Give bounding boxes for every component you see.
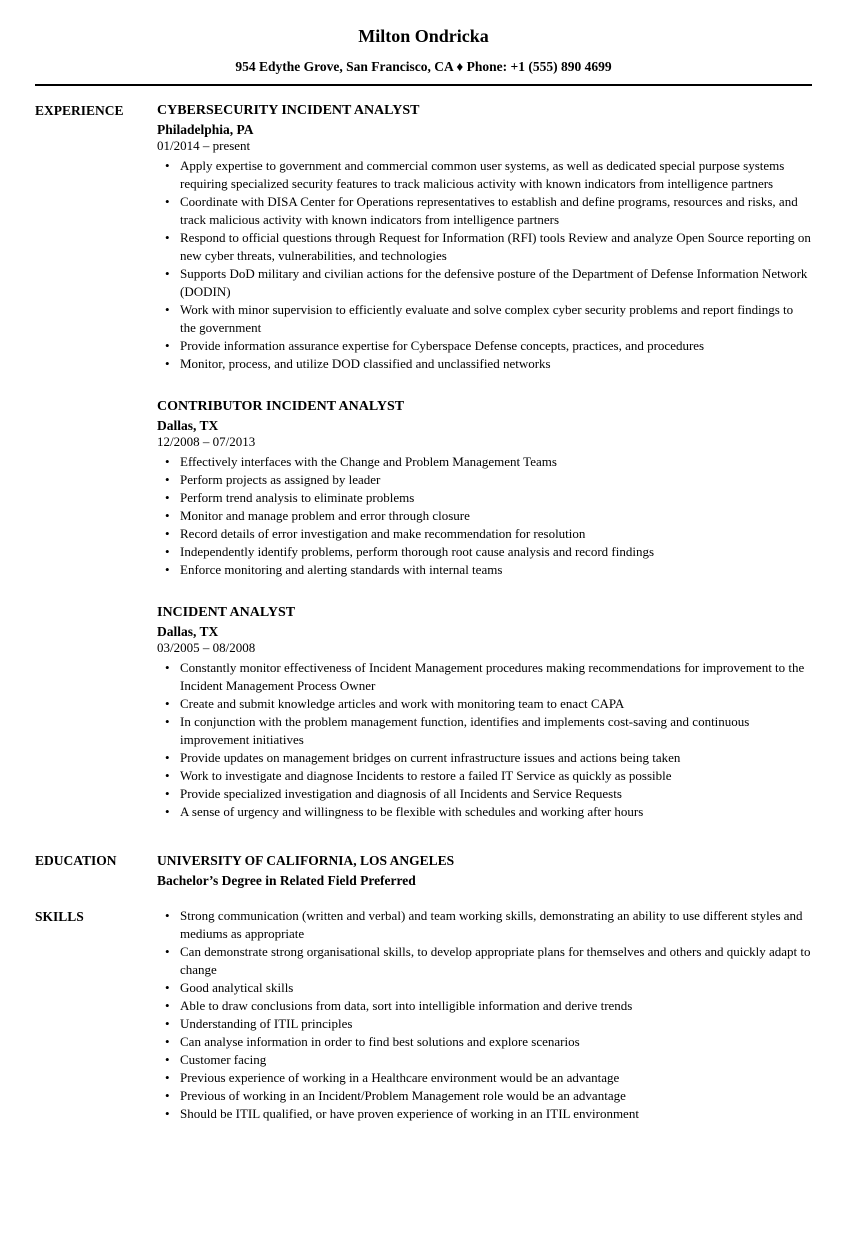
- bullet-item: • Supports DoD military and civilian actions for the defensive posture of the Department of Defense Information Network (DODIN): [157, 265, 812, 301]
- bullet-item: • Monitor, process, and utilize DOD classified and unclassified networks: [157, 355, 812, 373]
- job-location: Philadelphia, PA: [157, 122, 254, 137]
- section-skills: [35, 907, 812, 1123]
- bullet-item: • Effectively interfaces with the Change and Problem Management Teams: [157, 453, 812, 471]
- resume-header: [35, 25, 812, 86]
- job-dates: 12/2008 – 07/2013: [157, 434, 256, 449]
- experience-content: [157, 101, 812, 821]
- section-experience: [35, 101, 812, 821]
- skills-bullets: [157, 907, 812, 1123]
- bullet-item: • Monitor and manage problem and error through closure: [157, 507, 812, 525]
- bullet-item: • Understanding of ITIL principles: [157, 1015, 812, 1033]
- bullet-item: • Enforce monitoring and alerting standards with internal teams: [157, 561, 812, 579]
- bullet-item: • Independently identify problems, perform thorough root cause analysis and record findings: [157, 543, 812, 561]
- job-cybersecurity-incident-analyst: [157, 101, 812, 373]
- header-divider: [35, 84, 812, 86]
- contact-line: 954 Edythe Grove, San Francisco, CA ♦ Phone: +1 (555) 890 4699: [235, 59, 612, 74]
- job-location: Dallas, TX: [157, 418, 219, 433]
- bullet-item: • Should be ITIL qualified, or have proven experience of working in an ITIL environment: [157, 1105, 812, 1123]
- section-label-education: EDUCATION: [35, 853, 117, 868]
- bullet-item: • Previous of working in an Incident/Problem Management role would be an advantage: [157, 1087, 812, 1105]
- job-location: Dallas, TX: [157, 624, 219, 639]
- bullet-item: • Able to draw conclusions from data, sort into intelligible information and derive trends: [157, 997, 812, 1015]
- candidate-name: Milton Ondricka: [358, 26, 489, 46]
- section-label-skills: SKILLS: [35, 909, 84, 924]
- job-bullets: [157, 659, 812, 821]
- bullet-item: • Perform trend analysis to eliminate problems: [157, 489, 812, 507]
- bullet-item: • Record details of error investigation and make recommendation for resolution: [157, 525, 812, 543]
- job-incident-analyst: [157, 603, 812, 821]
- bullet-item: • In conjunction with the problem management function, identifies and implements cost-saving and continuous improvement initiatives: [157, 713, 812, 749]
- section-education: [35, 851, 812, 891]
- bullet-item: • Provide updates on management bridges on current infrastructure issues and actions being taken: [157, 749, 812, 767]
- skills-content: [157, 907, 812, 1123]
- bullet-item: • Apply expertise to government and commercial common user systems, as well as dedicated special purpose systems requiring specialized security features to track malicious activity with known indicators from intelligence partners: [157, 157, 812, 193]
- bullet-item: • Create and submit knowledge articles and work with monitoring team to enact CAPA: [157, 695, 812, 713]
- job-contributor-incident-analyst: [157, 397, 812, 579]
- bullet-item: • Previous experience of working in a Healthcare environment would be an advantage: [157, 1069, 812, 1087]
- job-bullets: [157, 453, 812, 579]
- bullet-item: • Work with minor supervision to efficiently evaluate and solve complex cyber security problems and report findings to the government: [157, 301, 812, 337]
- bullet-item: • Good analytical skills: [157, 979, 812, 997]
- bullet-item: • Strong communication (written and verbal) and team working skills, demonstrating an ability to use different styles and mediums as appropriate: [157, 907, 812, 943]
- bullet-item: • Coordinate with DISA Center for Operations representatives to establish and define programs, resources and risks, and track malicious activity with known indicators from intelligence partners: [157, 193, 812, 229]
- bullet-item: • Can demonstrate strong organisational skills, to develop appropriate plans for themselves and others and quickly adapt to change: [157, 943, 812, 979]
- bullet-item: • Provide information assurance expertise for Cyberspace Defense concepts, practices, and procedures: [157, 337, 812, 355]
- job-dates: 03/2005 – 08/2008: [157, 640, 256, 655]
- job-title: CYBERSECURITY INCIDENT ANALYST: [157, 103, 420, 118]
- education-content: [157, 851, 812, 891]
- job-dates: 01/2014 – present: [157, 138, 251, 153]
- school-name: UNIVERSITY OF CALIFORNIA, LOS ANGELES: [157, 853, 455, 868]
- bullet-item: • Provide specialized investigation and diagnosis of all Incidents and Service Requests: [157, 785, 812, 803]
- job-title: INCIDENT ANALYST: [157, 605, 296, 620]
- bullet-item: • Constantly monitor effectiveness of Incident Management procedures making recommendations for improvement to the Incident Management Process Owner: [157, 659, 812, 695]
- section-label-experience: EXPERIENCE: [35, 103, 124, 118]
- degree: Bachelor’s Degree in Related Field Preferred: [157, 873, 416, 888]
- bullet-item: • Perform projects as assigned by leader: [157, 471, 812, 489]
- bullet-item: • Work to investigate and diagnose Incidents to restore a failed IT Service as quickly as possible: [157, 767, 812, 785]
- bullet-item: • Can analyse information in order to find best solutions and explore scenarios: [157, 1033, 812, 1051]
- job-title: CONTRIBUTOR INCIDENT ANALYST: [157, 399, 405, 414]
- job-bullets: [157, 157, 812, 373]
- bullet-item: • A sense of urgency and willingness to be flexible with schedules and working after hours: [157, 803, 812, 821]
- bullet-item: • Respond to official questions through Request for Information (RFI) tools Review and analyze Open Source reporting on new cyber threats, vulnerabilities, and technologies: [157, 229, 812, 265]
- bullet-item: • Customer facing: [157, 1051, 812, 1069]
